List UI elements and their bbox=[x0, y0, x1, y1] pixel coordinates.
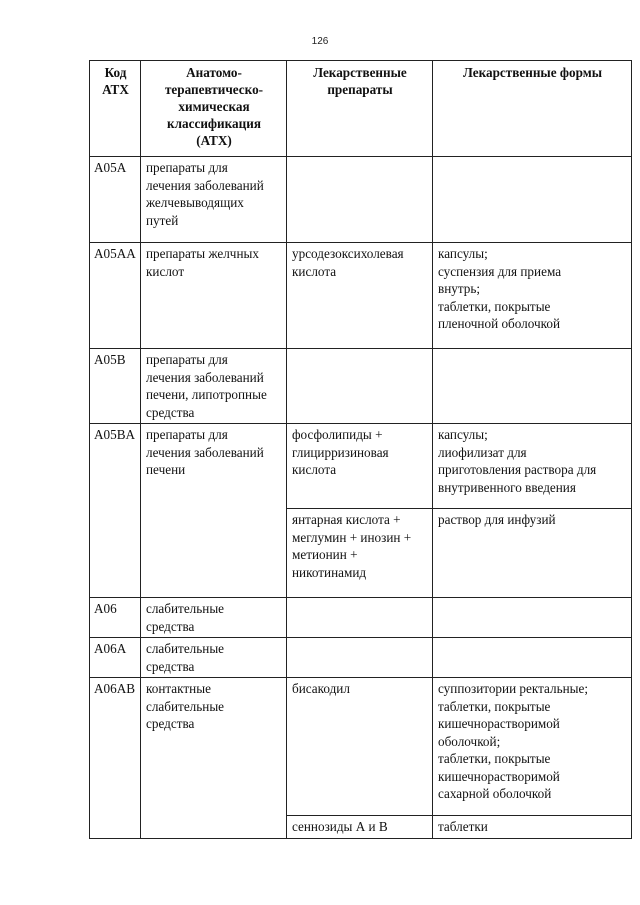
table-row bbox=[90, 638, 632, 678]
page-number: 126 bbox=[311, 36, 329, 47]
table-row bbox=[90, 678, 632, 816]
atx-classification: препараты для лечения заболеваний печени, липотропные средства bbox=[141, 349, 287, 424]
atx-classification: препараты для лечения заболеваний желчевыводящих путей bbox=[141, 157, 287, 243]
drug-name: бисакодил bbox=[287, 678, 433, 816]
atx-code: A05BA bbox=[90, 424, 141, 598]
table-body bbox=[90, 157, 632, 839]
drug-name bbox=[287, 157, 433, 243]
header-code: Код АТХ bbox=[90, 61, 141, 157]
drug-name bbox=[287, 638, 433, 678]
drug-name: янтарная кислота + меглумин + инозин + метионин + никотинамид bbox=[287, 509, 433, 598]
header-forms: Лекарственные формы bbox=[433, 61, 632, 157]
table-row bbox=[90, 349, 632, 424]
table-header bbox=[90, 61, 632, 157]
drug-name bbox=[287, 598, 433, 638]
atx-code: A05AA bbox=[90, 243, 141, 349]
table-row bbox=[90, 157, 632, 243]
header-drugs: Лекарственные препараты bbox=[287, 61, 433, 157]
atx-code: A06 bbox=[90, 598, 141, 638]
drug-name: фосфолипиды + глицирризиновая кислота bbox=[287, 424, 433, 509]
drug-name bbox=[287, 349, 433, 424]
atx-classification: препараты для лечения заболеваний печени bbox=[141, 424, 287, 598]
atx-classification: слабительные средства bbox=[141, 598, 287, 638]
atx-code: A05B bbox=[90, 349, 141, 424]
atx-classification: контактные слабительные средства bbox=[141, 678, 287, 839]
atx-table bbox=[89, 60, 632, 839]
drug-name: сеннозиды А и В bbox=[287, 816, 433, 839]
header-row bbox=[90, 61, 632, 157]
dosage-forms bbox=[433, 349, 632, 424]
table-row bbox=[90, 424, 632, 509]
atx-code: A06AB bbox=[90, 678, 141, 839]
drug-name: урсодезоксихолевая кислота bbox=[287, 243, 433, 349]
dosage-forms: суппозитории ректальные; таблетки, покрытые кишечнорастворимой оболочкой; таблетки, покрытые кишечнорастворимой сахарной оболочкой bbox=[433, 678, 632, 816]
table-row bbox=[90, 243, 632, 349]
atx-code: A06A bbox=[90, 638, 141, 678]
dosage-forms: капсулы; лиофилизат для приготовления раствора для внутривенного введения bbox=[433, 424, 632, 509]
dosage-forms: таблетки bbox=[433, 816, 632, 839]
dosage-forms: капсулы; суспензия для приема внутрь; таблетки, покрытые пленочной оболочкой bbox=[433, 243, 632, 349]
header-classification: Анатомо- терапевтическо- химическая классификация (АТХ) bbox=[141, 61, 287, 157]
dosage-forms bbox=[433, 598, 632, 638]
dosage-forms bbox=[433, 638, 632, 678]
atx-classification: препараты желчных кислот bbox=[141, 243, 287, 349]
atx-code: A05A bbox=[90, 157, 141, 243]
atx-classification: слабительные средства bbox=[141, 638, 287, 678]
table-row bbox=[90, 598, 632, 638]
dosage-forms bbox=[433, 157, 632, 243]
dosage-forms: раствор для инфузий bbox=[433, 509, 632, 598]
